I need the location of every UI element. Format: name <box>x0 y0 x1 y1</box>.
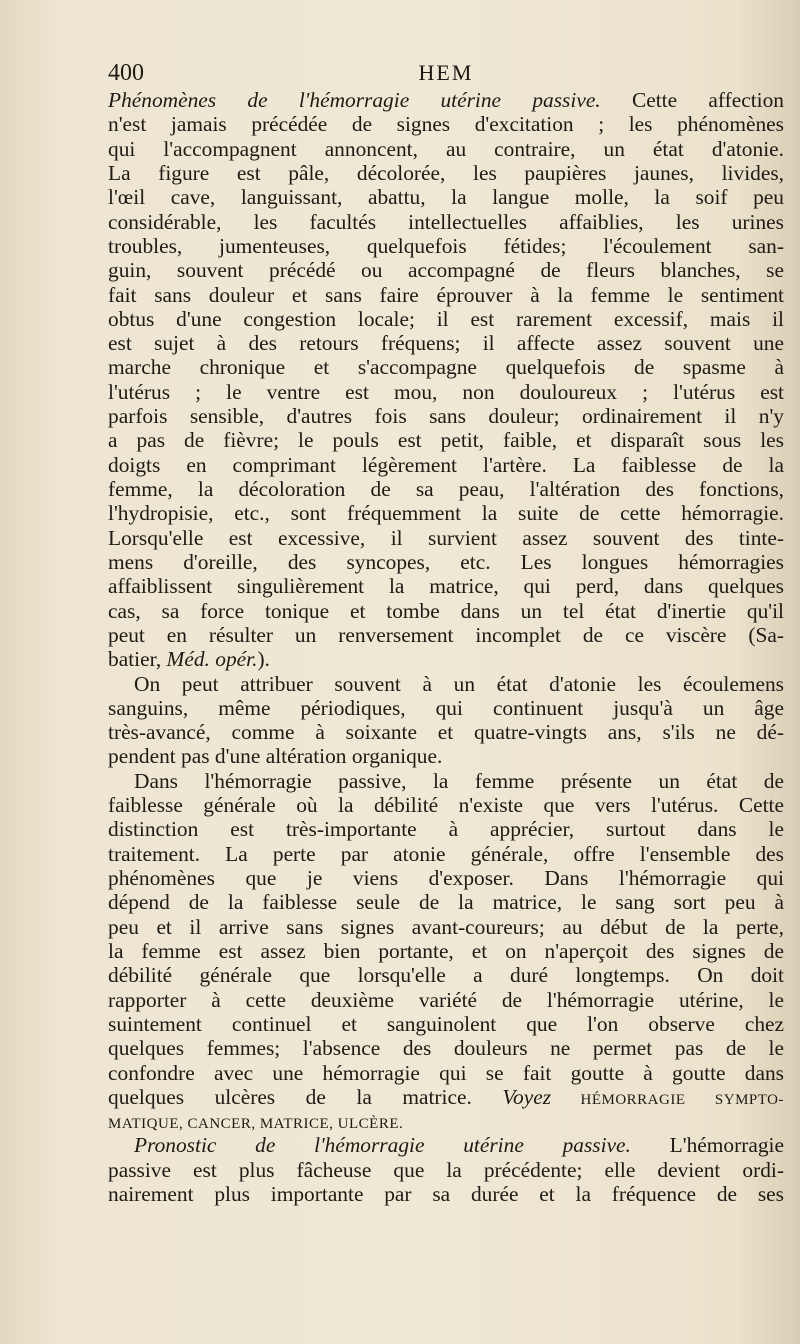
text-line: très-avancé, comme à soixante et quatre-vingts ans, s'ils ne dé- <box>108 720 784 745</box>
text-line: l'œil cave, languissant, abattu, la langue molle, la soif peu <box>108 185 784 210</box>
text-line: fait sans douleur et sans faire éprouver à la femme le sentiment <box>108 282 784 307</box>
cross-reference-voyez: Voyez <box>502 1084 552 1109</box>
text-line: Dans l'hémorragie passive, la femme présente un état de <box>134 768 784 793</box>
text-line: quelques femmes; l'absence des douleurs ne permet pas de le <box>108 1036 784 1061</box>
text-line: suintement continuel et sanguinolent que l'on observe chez <box>108 1011 784 1036</box>
text-line: dépend de la faiblesse seule de la matrice, le sang sort peu à <box>108 890 784 915</box>
text-line: La figure est pâle, décolorée, les paupières jaunes, livides, <box>108 160 784 185</box>
text-fragment: quelques ulcères de la matrice. <box>108 1084 503 1109</box>
page-header <box>108 60 784 90</box>
text-line: passive est plus fâcheuse que la précédente; elle devient ordi- <box>108 1157 784 1182</box>
text-line: phénomènes que je viens d'exposer. Dans l'hémorragie qui <box>108 866 784 890</box>
text-line <box>108 88 784 112</box>
text-line: la femme est assez bien portante, et on n'aperçoit des signes de <box>108 938 784 963</box>
text-line: doigts en comprimant légèrement l'artère. La faiblesse de la <box>108 452 784 477</box>
text-line: Lorsqu'elle est excessive, il survient assez souvent des tinte- <box>108 525 784 550</box>
text-line: pendent pas d'une altération organique. <box>108 744 443 769</box>
running-head: HEM <box>418 60 474 85</box>
text-line: peu et il arrive sans signes avant-coureurs; au début de la perte, <box>108 914 784 939</box>
text-line: n'est jamais précédée de signes d'excitation ; les phénomènes <box>108 112 784 137</box>
text-line: l'hydropisie, etc., sont fréquemment la suite de cette hémorragie. <box>108 501 784 526</box>
text-fragment: L'hémorragie <box>630 1133 784 1158</box>
text-fragment: ). <box>257 647 270 672</box>
text-line: sanguins, même périodiques, qui continuent jusqu'à un âge <box>108 695 784 720</box>
text-line <box>108 1109 784 1133</box>
cross-reference-list: MATIQUE, CANCER, MATRICE, ULCÈRE. <box>108 1116 404 1133</box>
body-text <box>108 88 784 1206</box>
text-line: faiblesse générale où la débilité n'existe que vers l'utérus. Cette <box>108 793 784 818</box>
text-line: peut en résulter un renversement incomplet de ce viscère (Sa- <box>108 622 784 647</box>
text-line: troubles, jumenteuses, quelquefois fétides; l'écoulement san- <box>108 233 784 258</box>
text-line: cas, sa force tonique et tombe dans un tel état d'inertie qu'il <box>108 598 784 623</box>
text-line: mens d'oreille, des syncopes, etc. Les longues hémorragies <box>108 549 784 574</box>
citation-med-oper: Méd. opér. <box>166 647 258 672</box>
text-fragment: Cette affection <box>600 88 784 112</box>
text-line: nairement plus importante par sa durée et la fréquence de ses <box>108 1182 784 1207</box>
text-line: traitement. La perte par atonie générale, offre l'ensemble des <box>108 841 784 866</box>
text-line: l'utérus ; le ventre est mou, non douloureux ; l'utérus est <box>108 379 784 404</box>
text-line <box>108 647 784 671</box>
text-line <box>108 1133 784 1157</box>
text-line: qui l'accompagnent annoncent, au contraire, un état d'atonie. <box>108 136 784 161</box>
text-line: est sujet à des retours fréquens; il affecte assez souvent une <box>108 331 784 356</box>
text-line: marche chronique et s'accompagne quelquefois de spasme à <box>108 355 784 380</box>
text-line: distinction est très-importante à apprécier, surtout dans le <box>108 817 784 842</box>
text-line: affaiblissent singulièrement la matrice, qui perd, dans quelques <box>108 574 784 599</box>
text-line: a pas de fièvre; le pouls est petit, faible, et disparaît sous les <box>108 428 784 453</box>
section-heading-phenomenes: Phénomènes de l'hémorragie utérine passive. <box>108 88 601 112</box>
text-fragment: batier, <box>108 647 167 672</box>
text-line: considérable, les facultés intellectuelles affaiblies, les urines <box>108 209 784 234</box>
text-line: obtus d'une congestion locale; il est rarement excessif, mais il <box>108 306 784 331</box>
text-line <box>108 1085 784 1109</box>
text-line: débilité générale que lorsqu'elle a duré longtemps. On doit <box>108 963 784 988</box>
text-line: confondre avec une hémorragie qui se fait goutte à goutte dans <box>108 1060 784 1085</box>
cross-reference-target: HÉMORRAGIE SYMPTO- <box>551 1091 784 1108</box>
text-line: rapporter à cette deuxième variété de l'hémorragie utérine, le <box>108 987 784 1012</box>
text-line: guin, souvent précédé ou accompagné de fleurs blanches, se <box>108 258 784 283</box>
text-line: On peut attribuer souvent à un état d'atonie les écoulemens <box>134 671 784 696</box>
section-heading-pronostic: Pronostic de l'hémorragie utérine passive. <box>134 1133 631 1158</box>
page-number: 400 <box>108 60 144 86</box>
text-line: parfois sensible, d'autres fois sans douleur; ordinairement il n'y <box>108 404 784 429</box>
text-line: femme, la décoloration de sa peau, l'altération des fonctions, <box>108 477 784 501</box>
